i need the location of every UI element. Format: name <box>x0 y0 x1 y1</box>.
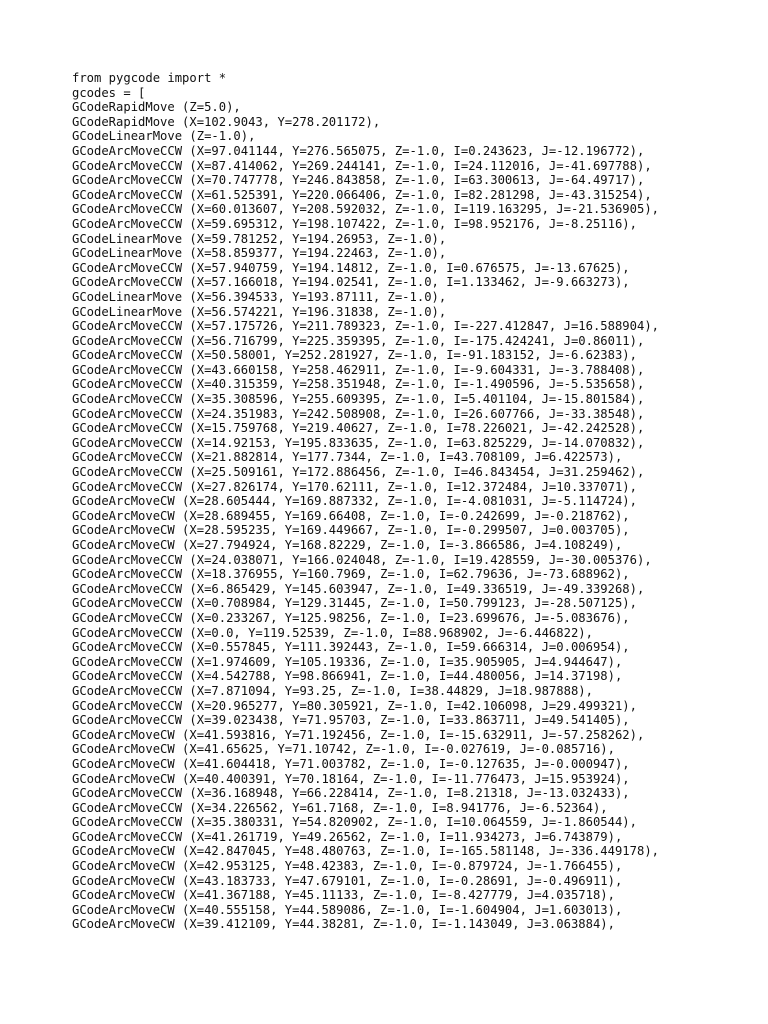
code-line: GCodeArcMoveCCW (X=6.865429, Y=145.603947, Z=-1.0, I=49.336519, J=-49.339268), <box>72 581 645 596</box>
code-line: GCodeArcMoveCCW (X=57.166018, Y=194.02541, Z=-1.0, I=1.133462, J=-9.663273), <box>72 275 630 290</box>
code-line: GCodeRapidMove (X=102.9043, Y=278.201172), <box>72 114 381 129</box>
code-line: GCodeArcMoveCCW (X=20.965277, Y=80.305921, Z=-1.0, I=42.106098, J=29.499321), <box>72 698 637 713</box>
code-line: GCodeLinearMove (Z=-1.0), <box>72 129 256 144</box>
code-line: GCodeArcMoveCCW (X=0.557845, Y=111.392443, Z=-1.0, I=59.666314, J=0.006954), <box>72 640 630 655</box>
code-line: GCodeArcMoveCW (X=27.794924, Y=168.82229, Z=-1.0, I=-3.866586, J=4.108249), <box>72 538 623 552</box>
code-line: GCodeArcMoveCCW (X=61.525391, Y=220.066406, Z=-1.0, I=82.281298, J=-43.315254), <box>72 187 652 202</box>
code-line: GCodeArcMoveCCW (X=56.716799, Y=225.359395, Z=-1.0, I=-175.424241, J=0.86011), <box>72 333 645 348</box>
code-line: GCodeArcMoveCCW (X=70.747778, Y=246.843858, Z=-1.0, I=63.300613, J=-64.49717), <box>72 173 645 188</box>
code-line: GCodeLinearMove (X=58.859377, Y=194.22463, Z=-1.0), <box>72 246 447 261</box>
code-line: GCodeArcMoveCCW (X=35.380331, Y=54.820902, Z=-1.0, I=10.064559, J=-1.860544), <box>72 815 637 830</box>
code-line: GCodeArcMoveCCW (X=87.414062, Y=269.244141, Z=-1.0, I=24.112016, J=-41.697788), <box>72 158 652 173</box>
code-line: GCodeArcMoveCW (X=41.367188, Y=45.11133, Z=-1.0, I=-8.427779, J=4.035718), <box>72 888 615 903</box>
code-line: GCodeArcMoveCCW (X=0.233267, Y=125.98256, Z=-1.0, I=23.699676, J=-5.083676), <box>72 610 630 625</box>
code-line: GCodeArcMoveCCW (X=0.0, Y=119.52539, Z=-1.0, I=88.968902, J=-6.446822), <box>72 625 593 640</box>
code-line: GCodeArcMoveCCW (X=35.308596, Y=255.609395, Z=-1.0, I=5.401104, J=-15.801584), <box>72 392 645 407</box>
code-line: GCodeArcMoveCW (X=39.412109, Y=44.38281, Z=-1.0, I=-1.143049, J=3.063884), <box>72 917 615 932</box>
code-line: GCodeArcMoveCW (X=41.65625, Y=71.10742, Z=-1.0, I=-0.027619, J=-0.085716), <box>72 742 615 757</box>
code-line: GCodeArcMoveCCW (X=21.882814, Y=177.7344, Z=-1.0, I=43.708109, J=6.422573), <box>72 450 623 465</box>
code-line: GCodeArcMoveCCW (X=57.940759, Y=194.14812, Z=-1.0, I=0.676575, J=-13.67625), <box>72 260 630 275</box>
code-block <box>72 71 762 932</box>
code-line: GCodeArcMoveCW (X=42.847045, Y=48.480763, Z=-1.0, I=-165.581148, J=-336.449178), <box>72 844 659 859</box>
code-line: GCodeArcMoveCW (X=40.555158, Y=44.589086, Z=-1.0, I=-1.604904, J=1.603013), <box>72 902 623 917</box>
code-line: GCodeArcMoveCCW (X=25.509161, Y=172.886456, Z=-1.0, I=46.843454, J=31.259462), <box>72 465 645 480</box>
code-line: GCodeLinearMove (X=56.574221, Y=196.31838, Z=-1.0), <box>72 304 447 319</box>
code-line: GCodeArcMoveCCW (X=24.038071, Y=166.024048, Z=-1.0, I=19.428559, J=-30.005376), <box>72 552 652 567</box>
code-line: GCodeArcMoveCCW (X=4.542788, Y=98.866941, Z=-1.0, I=44.480056, J=14.37198), <box>72 669 623 684</box>
code-line: GCodeArcMoveCCW (X=40.315359, Y=258.351948, Z=-1.0, I=-1.490596, J=-5.535658), <box>72 377 645 392</box>
code-line: GCodeArcMoveCCW (X=57.175726, Y=211.789323, Z=-1.0, I=-227.412847, J=16.588904), <box>72 319 659 334</box>
code-line: GCodeLinearMove (X=56.394533, Y=193.87111, Z=-1.0), <box>72 289 447 304</box>
code-line: GCodeArcMoveCCW (X=24.351983, Y=242.508908, Z=-1.0, I=26.607766, J=-33.38548), <box>72 406 645 421</box>
code-line: GCodeLinearMove (X=59.781252, Y=194.26953, Z=-1.0), <box>72 231 447 246</box>
code-line: GCodeArcMoveCCW (X=14.92153, Y=195.833635, Z=-1.0, I=63.825229, J=-14.070832), <box>72 435 645 450</box>
code-line: GCodeArcMoveCCW (X=7.871094, Y=93.25, Z=-1.0, I=38.44829, J=18.987888), <box>72 683 593 698</box>
code-line: GCodeArcMoveCW (X=42.953125, Y=48.42383, Z=-1.0, I=-0.879724, J=-1.766455), <box>72 859 623 874</box>
code-line: GCodeArcMoveCCW (X=41.261719, Y=49.26562, Z=-1.0, I=11.934273, J=6.743879), <box>72 829 623 844</box>
code-line: GCodeArcMoveCCW (X=43.660158, Y=258.462911, Z=-1.0, I=-9.604331, J=-3.788408), <box>72 362 645 377</box>
code-line: GCodeArcMoveCCW (X=1.974609, Y=105.19336, Z=-1.0, I=35.905905, J=4.944647), <box>72 654 623 669</box>
code-line: GCodeArcMoveCW (X=28.689455, Y=169.66408, Z=-1.0, I=-0.242699, J=-0.218762), <box>72 508 630 523</box>
code-line: GCodeArcMoveCW (X=41.593816, Y=71.192456, Z=-1.0, I=-15.632911, J=-57.258262), <box>72 727 645 742</box>
code-line: GCodeArcMoveCCW (X=0.708984, Y=129.31445, Z=-1.0, I=50.799123, J=-28.507125), <box>72 596 637 611</box>
code-line: GCodeRapidMove (Z=5.0), <box>72 100 241 115</box>
code-line: GCodeArcMoveCCW (X=18.376955, Y=160.7969, Z=-1.0, I=62.79636, J=-73.688962), <box>72 567 630 582</box>
code-line: gcodes = [ <box>72 85 146 100</box>
code-line: GCodeArcMoveCCW (X=50.58001, Y=252.281927, Z=-1.0, I=-91.183152, J=-6.62383), <box>72 348 637 363</box>
code-line: GCodeArcMoveCW (X=43.183733, Y=47.679101, Z=-1.0, I=-0.28691, J=-0.496911), <box>72 873 623 888</box>
code-line: GCodeArcMoveCCW (X=34.226562, Y=61.7168, Z=-1.0, I=8.941776, J=-6.52364), <box>72 800 608 815</box>
code-line: GCodeArcMoveCW (X=40.400391, Y=70.18164, Z=-1.0, I=-11.776473, J=15.953924), <box>72 771 630 786</box>
code-line: GCodeArcMoveCW (X=28.605444, Y=169.887332, Z=-1.0, I=-4.081031, J=-5.114724), <box>72 494 637 509</box>
code-line: GCodeArcMoveCCW (X=36.168948, Y=66.228414, Z=-1.0, I=8.21318, J=-13.032433), <box>72 786 630 801</box>
code-line: GCodeArcMoveCCW (X=97.041144, Y=276.565075, Z=-1.0, I=0.243623, J=-12.196772), <box>72 143 645 158</box>
code-line: GCodeArcMoveCCW (X=39.023438, Y=71.95703, Z=-1.0, I=33.863711, J=49.541405), <box>72 713 630 728</box>
code-line: GCodeArcMoveCCW (X=60.013607, Y=208.592032, Z=-1.0, I=119.163295, J=-21.536905), <box>72 202 659 217</box>
code-line: GCodeArcMoveCW (X=41.604418, Y=71.003782, Z=-1.0, I=-0.127635, J=-0.000947), <box>72 756 630 771</box>
code-line: GCodeArcMoveCCW (X=59.695312, Y=198.107422, Z=-1.0, I=98.952176, J=-8.25116), <box>72 216 637 231</box>
code-line: GCodeArcMoveCCW (X=27.826174, Y=170.62111, Z=-1.0, I=12.372484, J=10.337071), <box>72 479 637 494</box>
code-line: from pygcode import * <box>72 71 227 85</box>
code-line: GCodeArcMoveCW (X=28.595235, Y=169.449667, Z=-1.0, I=-0.299507, J=0.003705), <box>72 523 630 538</box>
code-line: GCodeArcMoveCCW (X=15.759768, Y=219.40627, Z=-1.0, I=78.226021, J=-42.242528), <box>72 421 645 436</box>
